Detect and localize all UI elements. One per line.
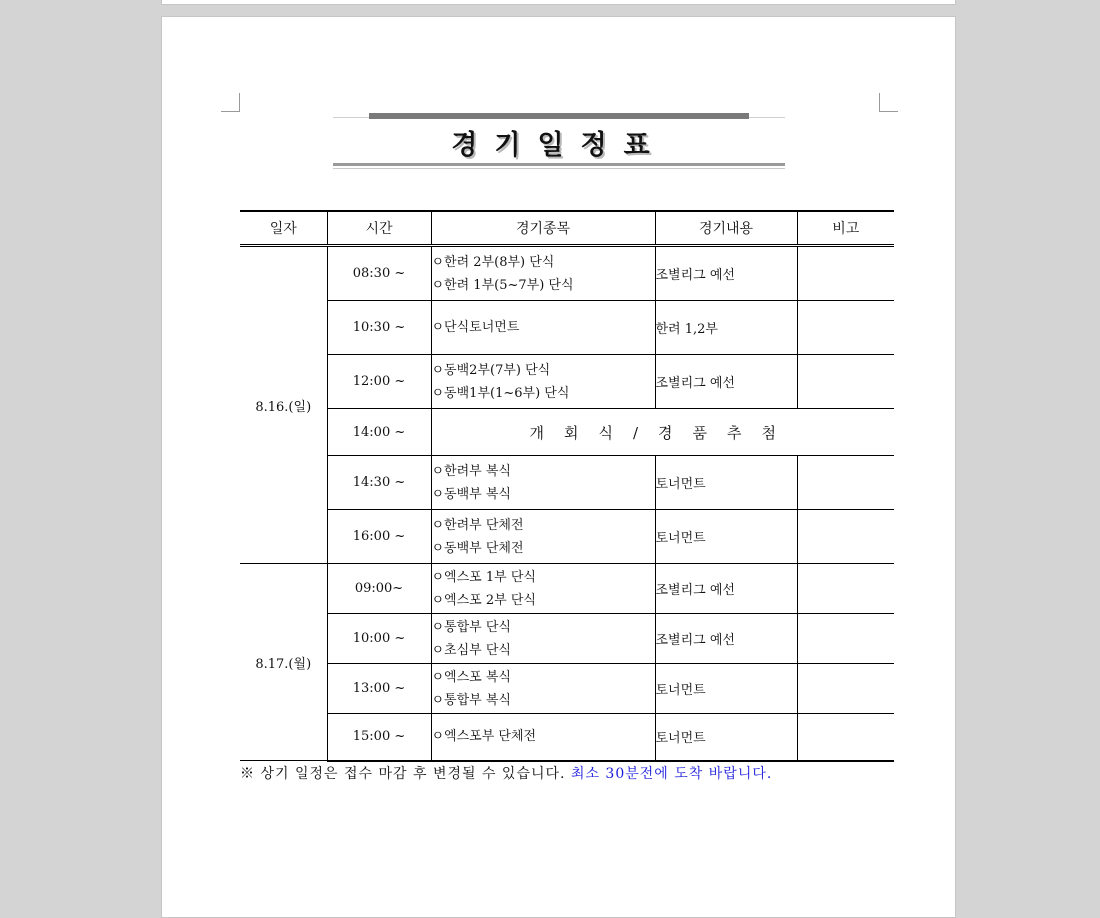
event-item: ㅇ동백부 복식 (431, 486, 511, 502)
table-row (240, 664, 894, 714)
table-row (240, 564, 894, 614)
event-item: ㅇ동백1부(1~6부) 단식 (431, 385, 570, 401)
note-cell (797, 456, 894, 510)
event-cell (431, 355, 655, 409)
event-cell (431, 246, 655, 301)
footer-note-text: ※ 상기 일정은 접수 마감 후 변경될 수 있습니다. (240, 766, 566, 782)
content-cell: 토너먼트 (655, 714, 797, 761)
time-cell: 08:30 ~ (327, 246, 431, 301)
schedule-table (240, 210, 894, 762)
event-item: ㅇ동백2부(7부) 단식 (431, 362, 551, 378)
time-cell: 09:00~ (327, 564, 431, 614)
event-cell (431, 456, 655, 510)
margin-crop-mark-top-left (221, 93, 240, 112)
time-cell: 10:00 ~ (327, 614, 431, 664)
column-header-note: 비고 (797, 211, 894, 246)
event-item: ㅇ한려 2부(8부) 단식 (431, 254, 555, 270)
content-cell: 조별리그 예선 (655, 614, 797, 664)
content-cell: 토너먼트 (655, 510, 797, 564)
time-cell: 13:00 ~ (327, 664, 431, 714)
note-cell (797, 664, 894, 714)
content-cell: 토너먼트 (655, 456, 797, 510)
time-cell: 10:30 ~ (327, 301, 431, 355)
margin-crop-mark-top-right (879, 93, 898, 112)
event-item: ㅇ한려 1부(5~7부) 단식 (431, 277, 574, 293)
table-header-row (240, 211, 894, 246)
event-cell (431, 564, 655, 614)
title-rule-bottom-thin (333, 168, 785, 169)
table-row (240, 355, 894, 409)
content-cell: 한려 1,2부 (655, 301, 797, 355)
title-box (333, 111, 785, 171)
note-cell (797, 355, 894, 409)
event-cell (431, 664, 655, 714)
content-cell: 조별리그 예선 (655, 246, 797, 301)
note-cell (797, 301, 894, 355)
event-item: ㅇ통합부 단식 (431, 619, 511, 635)
time-cell: 12:00 ~ (327, 355, 431, 409)
table-row (240, 409, 894, 456)
date-cell: 8.16.(일) (240, 246, 327, 564)
event-item: ㅇ한려부 단체전 (431, 517, 524, 533)
table-row (240, 714, 894, 761)
date-cell: 8.17.(월) (240, 564, 327, 761)
event-cell (431, 510, 655, 564)
document-page (161, 16, 956, 918)
note-cell (797, 614, 894, 664)
note-cell (797, 714, 894, 761)
table-row (240, 614, 894, 664)
event-item: ㅇ엑스포 1부 단식 (431, 569, 536, 585)
event-cell (431, 301, 655, 355)
event-item: ㅇ엑스포 복식 (431, 669, 511, 685)
event-item: ㅇ동백부 단체전 (431, 540, 524, 556)
ceremony-cell: 개회식/경품추첨 (431, 409, 894, 456)
note-cell (797, 246, 894, 301)
table-row (240, 510, 894, 564)
title-rule-bottom (333, 163, 785, 166)
footer-note (240, 763, 920, 783)
previous-page-edge (161, 0, 956, 5)
event-cell (431, 714, 655, 761)
note-cell (797, 510, 894, 564)
event-cell (431, 614, 655, 664)
document-title: 경기일정표 (451, 130, 667, 161)
event-item: ㅇ엑스포 2부 단식 (431, 592, 536, 608)
time-cell: 14:30 ~ (327, 456, 431, 510)
time-cell: 16:00 ~ (327, 510, 431, 564)
event-item: ㅇ초심부 단식 (431, 642, 511, 658)
event-item: ㅇ엑스포부 단체전 (431, 729, 537, 745)
title-rule-top (369, 113, 749, 119)
content-cell: 토너먼트 (655, 664, 797, 714)
event-item: ㅇ통합부 복식 (431, 692, 511, 708)
column-header-content: 경기내용 (655, 211, 797, 246)
table-row (240, 301, 894, 355)
time-cell: 14:00 ~ (327, 409, 431, 456)
event-item: ㅇ단식토너먼트 (431, 320, 520, 335)
time-cell: 15:00 ~ (327, 714, 431, 761)
content-cell: 조별리그 예선 (655, 564, 797, 614)
column-header-time: 시간 (327, 211, 431, 246)
column-header-date: 일자 (240, 211, 327, 246)
content-cell: 조별리그 예선 (655, 355, 797, 409)
note-cell (797, 564, 894, 614)
table-row (240, 456, 894, 510)
footer-highlight-text: 최소 30분전에 도착 바랍니다. (570, 766, 773, 782)
table-row (240, 246, 894, 301)
column-header-event: 경기종목 (431, 211, 655, 246)
event-item: ㅇ한려부 복식 (431, 463, 511, 479)
